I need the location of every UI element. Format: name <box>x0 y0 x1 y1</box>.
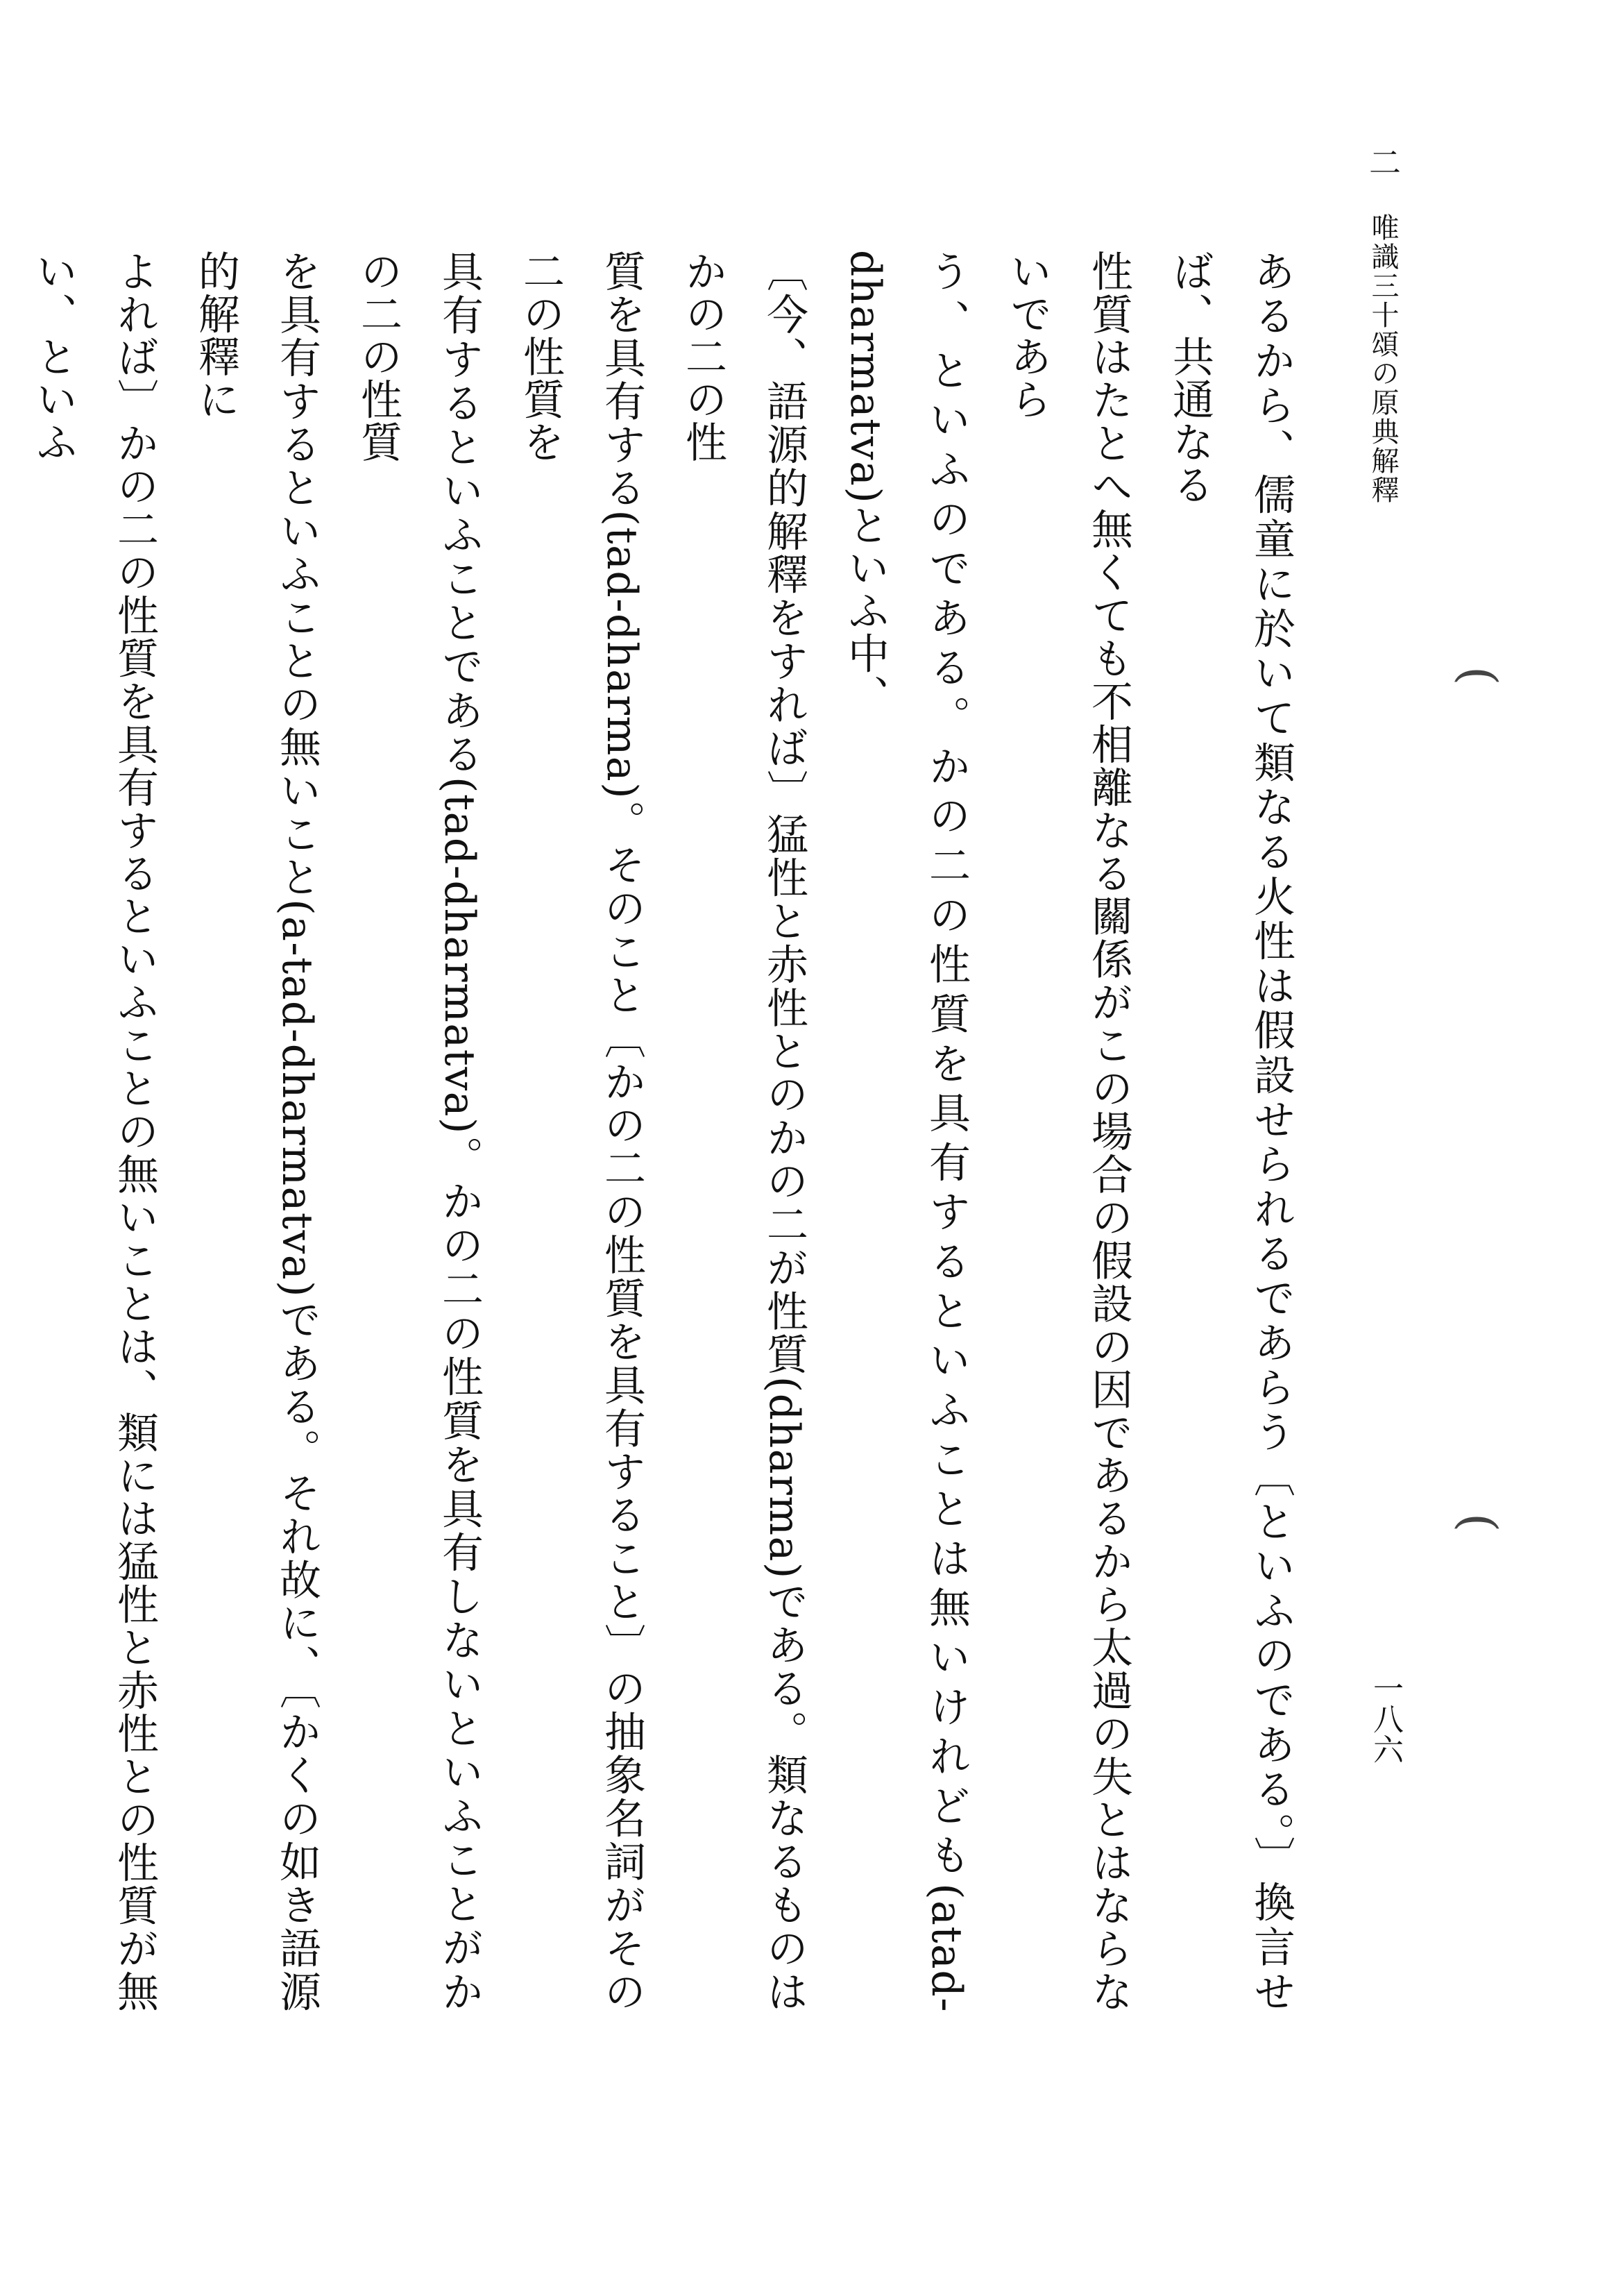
scan-mark: ( <box>1450 666 1507 686</box>
chapter-number: 二 <box>1364 146 1402 179</box>
text-line: よれば〕かの二の性質を具有するといふことの無いことは、類には猛性と赤性との性質が無い、といふ <box>29 250 159 2014</box>
text-line: 〔今、語源的解釋をすれば〕猛性と赤性とのかの二が性質(dharma)である。類なるものはかの二の性 <box>679 250 808 2013</box>
text-line: 質を具有する(tad-dharma)。そのこと〔かの二の性質を具有すること〕の抽象名詞がその二の性質を <box>516 250 646 2013</box>
text-line: 具有するといふことである(tad-dharmatva)。かの二の性質を具有しないといふことがかの二の性質 <box>354 250 484 2013</box>
text-line: を具有するといふことの無いこと(a-tad-dharmatva)である。それ故に、〔かくの如き語源的解釋に <box>192 250 321 2013</box>
text-line: 性質はたとへ無くても不相離なる關係がこの場合の假設の因であるから太過の失とはならないであら <box>1003 250 1133 2013</box>
body-text <box>29 250 1311 2014</box>
text-line: う、といふのである。かの二の性質を具有するといふことは無いけれども(atad-dharmatva)といふ中、 <box>841 250 971 2013</box>
text-line <box>0 250 12 2013</box>
text-line: あるから、儒童に於いて類なる火性は假設せられるであらう〔といふのである。〕換言せば、共通なる <box>1166 250 1295 2013</box>
page-number: 一八六 <box>1368 1673 1403 1764</box>
running-header <box>1360 146 1406 1104</box>
scan-mark: ( <box>1450 1513 1507 1533</box>
running-title: 唯識三十頌の原典解釋 <box>1367 212 1399 505</box>
